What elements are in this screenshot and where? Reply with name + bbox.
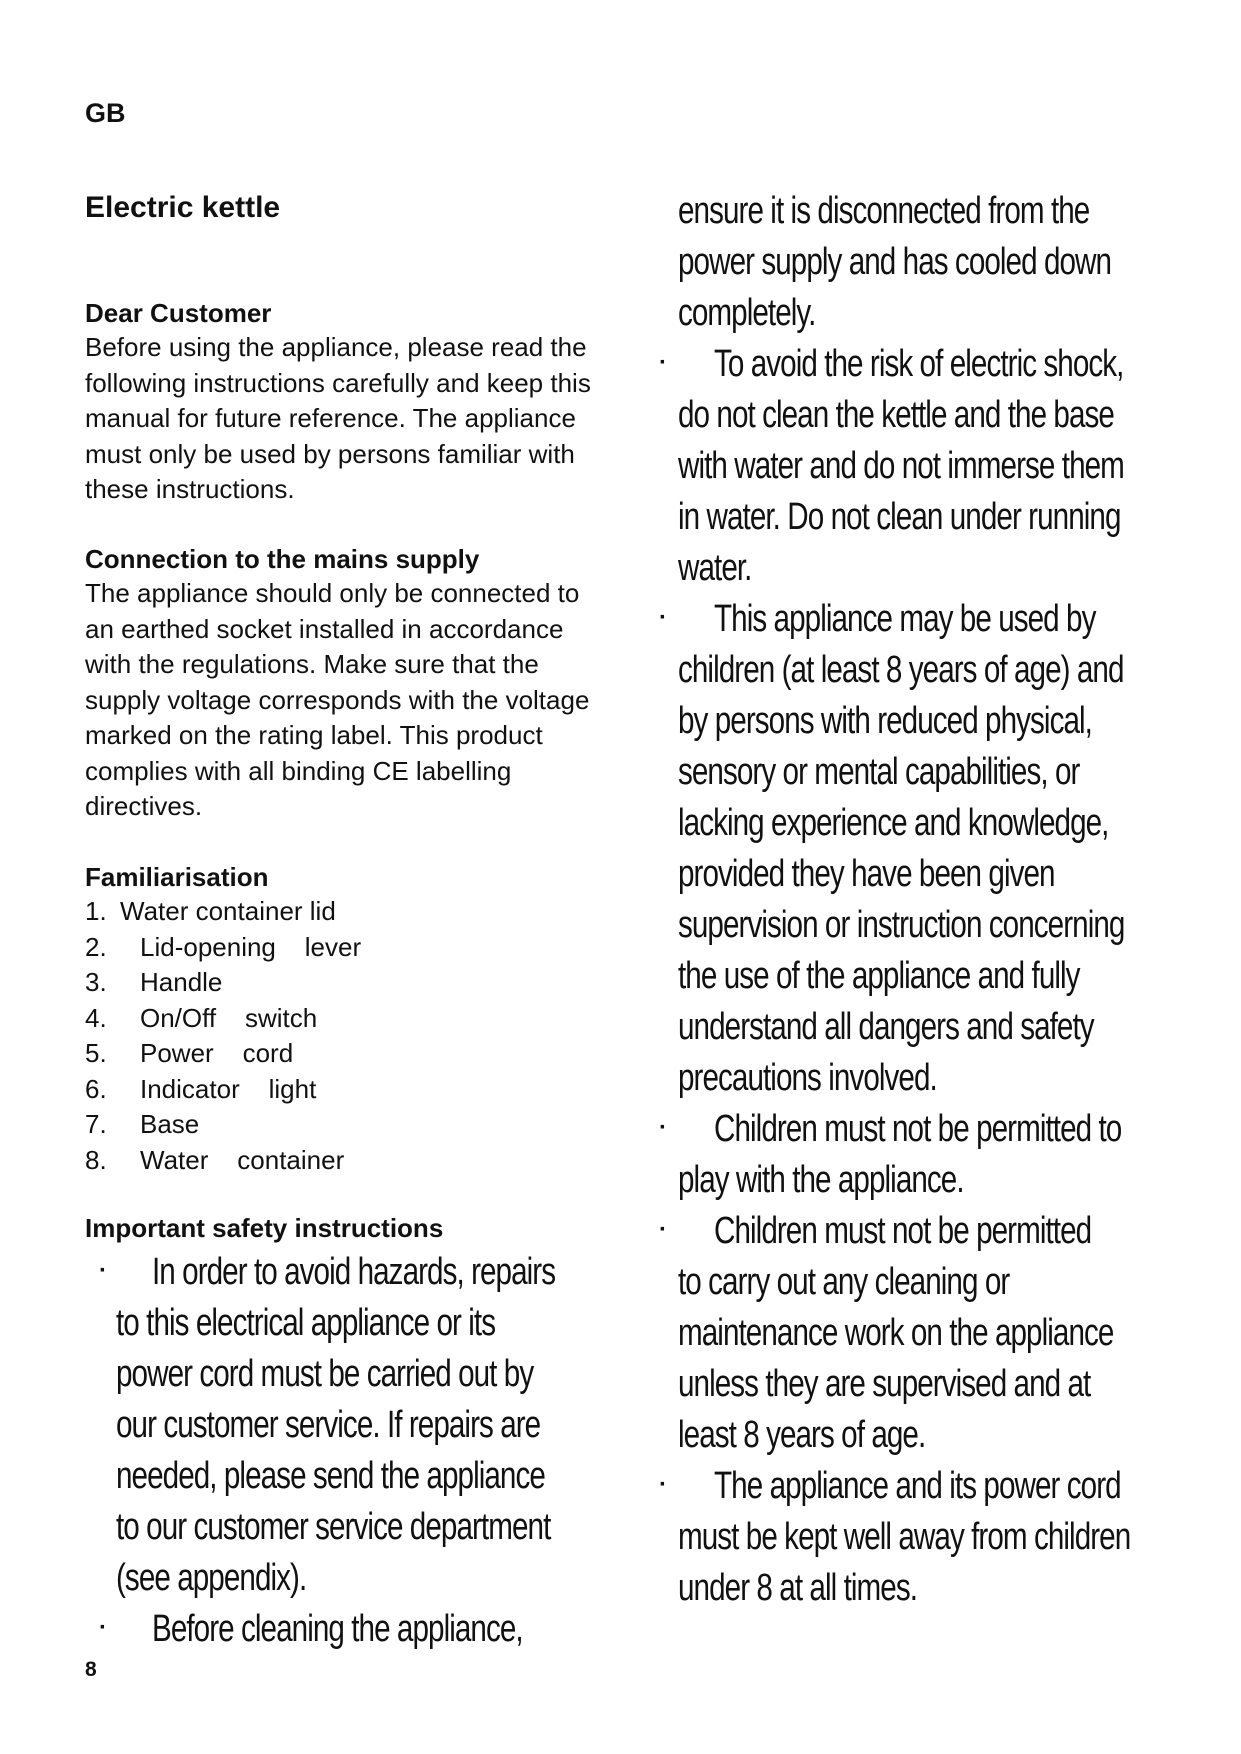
bullet-icon: · [659, 1216, 666, 1243]
list-item [85, 1143, 605, 1179]
list-item [85, 1107, 605, 1143]
text-line-wrap [85, 1502, 605, 1553]
text-line-wrap [678, 798, 1198, 849]
text-line-wrap [85, 1553, 605, 1604]
text-line: our customer service. If repairs are [116, 1404, 541, 1446]
language-code: GB [85, 98, 126, 128]
item-number: 8. [85, 1144, 107, 1175]
text-line: To avoid the risk of electric shock, [714, 343, 1124, 385]
text-line-wrap [678, 645, 1198, 696]
section-body [85, 330, 605, 508]
bullet-icon: · [659, 604, 666, 631]
text-line-wrap [678, 900, 1198, 951]
text-line: Before using the appliance, please read the [85, 332, 587, 362]
bullet-icon: · [659, 349, 666, 376]
left-column [85, 190, 605, 1650]
text-line: supervision or instruction concerning [678, 904, 1125, 946]
text-line-wrap [678, 1410, 1198, 1461]
text-line-wrap [678, 849, 1198, 900]
section-heading: Important safety instructions [85, 1213, 444, 1243]
text-line-wrap [678, 1308, 1198, 1359]
bullet-icon: · [659, 1471, 666, 1498]
text-line-wrap [678, 1257, 1198, 1308]
text-line: with the regulations. Make sure that the [85, 649, 539, 679]
text-line-wrap [678, 1053, 1198, 1104]
text-line-wrap [678, 441, 1198, 492]
text-line: following instructions carefully and keep this [85, 367, 591, 398]
item-label: Handle [140, 967, 223, 997]
bullet-line [659, 1206, 1198, 1257]
section-heading: Connection to the mains supply [85, 544, 480, 574]
text-line: power supply and has cooled down [678, 241, 1112, 283]
bullet-line [659, 1461, 1198, 1512]
document-title: Electric kettle [85, 191, 281, 224]
section-safety-instructions [85, 1211, 605, 1655]
text-line: must only be used by persons familiar with [85, 438, 575, 469]
text-line-wrap [678, 288, 1198, 339]
list-item [85, 1072, 605, 1108]
text-line-wrap [678, 1563, 1198, 1614]
text-line: Children must not be permitted [714, 1210, 1092, 1252]
text-line: an earthed socket installed in accordance [85, 613, 564, 644]
text-line: The appliance should only be connected to [85, 578, 580, 608]
item-label: Base [140, 1109, 200, 1139]
item-label: Power cord [140, 1038, 294, 1068]
text-line: least 8 years of age. [678, 1414, 926, 1456]
text-line: play with the appliance. [678, 1159, 964, 1201]
item-label: Indicator light [140, 1073, 317, 1104]
text-line-wrap [678, 543, 1198, 594]
text-line-wrap [678, 696, 1198, 747]
text-line: precautions involved. [678, 1057, 937, 1099]
section-heading: Familiarisation [85, 862, 269, 892]
text-line: complies with all binding CE labelling [85, 755, 512, 786]
list-item [85, 894, 605, 930]
item-label: Lid-opening lever [140, 931, 362, 962]
section-body [85, 576, 605, 825]
item-number: 5. [85, 1038, 107, 1068]
list-item [85, 1001, 605, 1037]
text-line-wrap [678, 1512, 1198, 1563]
text-line-wrap [85, 1451, 605, 1502]
item-number: 1. [85, 896, 107, 926]
text-line: Before cleaning the appliance, [152, 1608, 523, 1650]
item-number: 6. [85, 1073, 107, 1104]
text-line: needed, please send the appliance [116, 1455, 545, 1497]
text-line-wrap [678, 1155, 1198, 1206]
text-line: water. [678, 547, 752, 589]
bullet-icon: · [99, 1614, 106, 1641]
bullet-line [659, 594, 1198, 645]
text-line-wrap [85, 1298, 605, 1349]
section-mains-connection [85, 542, 605, 825]
text-line-wrap [678, 1002, 1198, 1053]
text-line: maintenance work on the appliance [678, 1312, 1114, 1354]
text-line-wrap [678, 237, 1198, 288]
text-line: supply voltage corresponds with the voltage [85, 684, 590, 715]
text-line: marked on the rating label. This product [85, 720, 543, 750]
text-line: these instructions. [85, 474, 295, 504]
text-line: lacking experience and knowledge, [678, 802, 1109, 844]
list-item [85, 930, 605, 966]
text-line: with water and do not immerse them [678, 445, 1124, 487]
item-label: Water container lid [120, 896, 336, 926]
bullet-icon: · [659, 1114, 666, 1141]
list-item [85, 1036, 605, 1072]
text-line: understand all dangers and safety [678, 1006, 1094, 1048]
item-label: On/Off switch [140, 1002, 318, 1033]
text-line-wrap [85, 1400, 605, 1451]
safety-text-block [85, 1247, 605, 1655]
page-number: 8 [85, 1658, 97, 1681]
text-line: ensure it is disconnected from the [678, 190, 1090, 232]
text-line-wrap [678, 951, 1198, 1002]
text-line: directives. [85, 791, 203, 821]
section-familiarisation [85, 860, 605, 1178]
item-label: Water container [140, 1144, 345, 1175]
text-line: do not clean the kettle and the base [678, 394, 1114, 436]
bullet-line [659, 1104, 1198, 1155]
text-line: Children must not be permitted to [714, 1108, 1122, 1150]
text-line-wrap [678, 186, 1198, 237]
text-line: to carry out any cleaning or [678, 1261, 1010, 1303]
text-line: children (at least 8 years of age) and [678, 649, 1124, 691]
text-line: to this electrical appliance or its [116, 1302, 496, 1344]
right-column [659, 186, 1198, 1614]
text-line: (see appendix). [116, 1557, 307, 1599]
text-line-wrap [678, 390, 1198, 441]
text-line: under 8 at all times. [678, 1567, 918, 1609]
text-line: This appliance may be used by [714, 598, 1096, 640]
bullet-line [85, 1247, 605, 1298]
parts-list [85, 894, 605, 1178]
text-line: to our customer service department [116, 1506, 551, 1548]
section-dear-customer [85, 296, 605, 508]
text-line: The appliance and its power cord [714, 1465, 1121, 1507]
text-line: unless they are supervised and at [678, 1363, 1091, 1405]
text-line-wrap [678, 747, 1198, 798]
text-line: provided they have been given [678, 853, 1055, 895]
text-line: manual for future reference. The appliance [85, 403, 576, 433]
text-line-wrap [85, 1349, 605, 1400]
item-number: 7. [85, 1109, 107, 1139]
bullet-line [659, 339, 1198, 390]
bullet-icon: · [99, 1257, 106, 1284]
text-line-wrap [678, 1359, 1198, 1410]
section-heading: Dear Customer [85, 298, 272, 328]
text-line: must be kept well away from children [678, 1516, 1131, 1558]
item-number: 3. [85, 967, 107, 997]
text-line-wrap [678, 492, 1198, 543]
text-line: sensory or mental capabilities, or [678, 751, 1080, 793]
item-number: 4. [85, 1002, 107, 1033]
text-line: In order to avoid hazards, repairs [152, 1251, 556, 1293]
text-line: power cord must be carried out by [116, 1353, 534, 1395]
list-item [85, 965, 605, 1001]
text-line: by persons with reduced physical, [678, 700, 1092, 742]
bullet-line [85, 1604, 605, 1655]
text-line: in water. Do not clean under running [678, 496, 1121, 538]
text-line: completely. [678, 292, 816, 334]
text-line: the use of the appliance and fully [678, 955, 1080, 997]
item-number: 2. [85, 931, 107, 962]
